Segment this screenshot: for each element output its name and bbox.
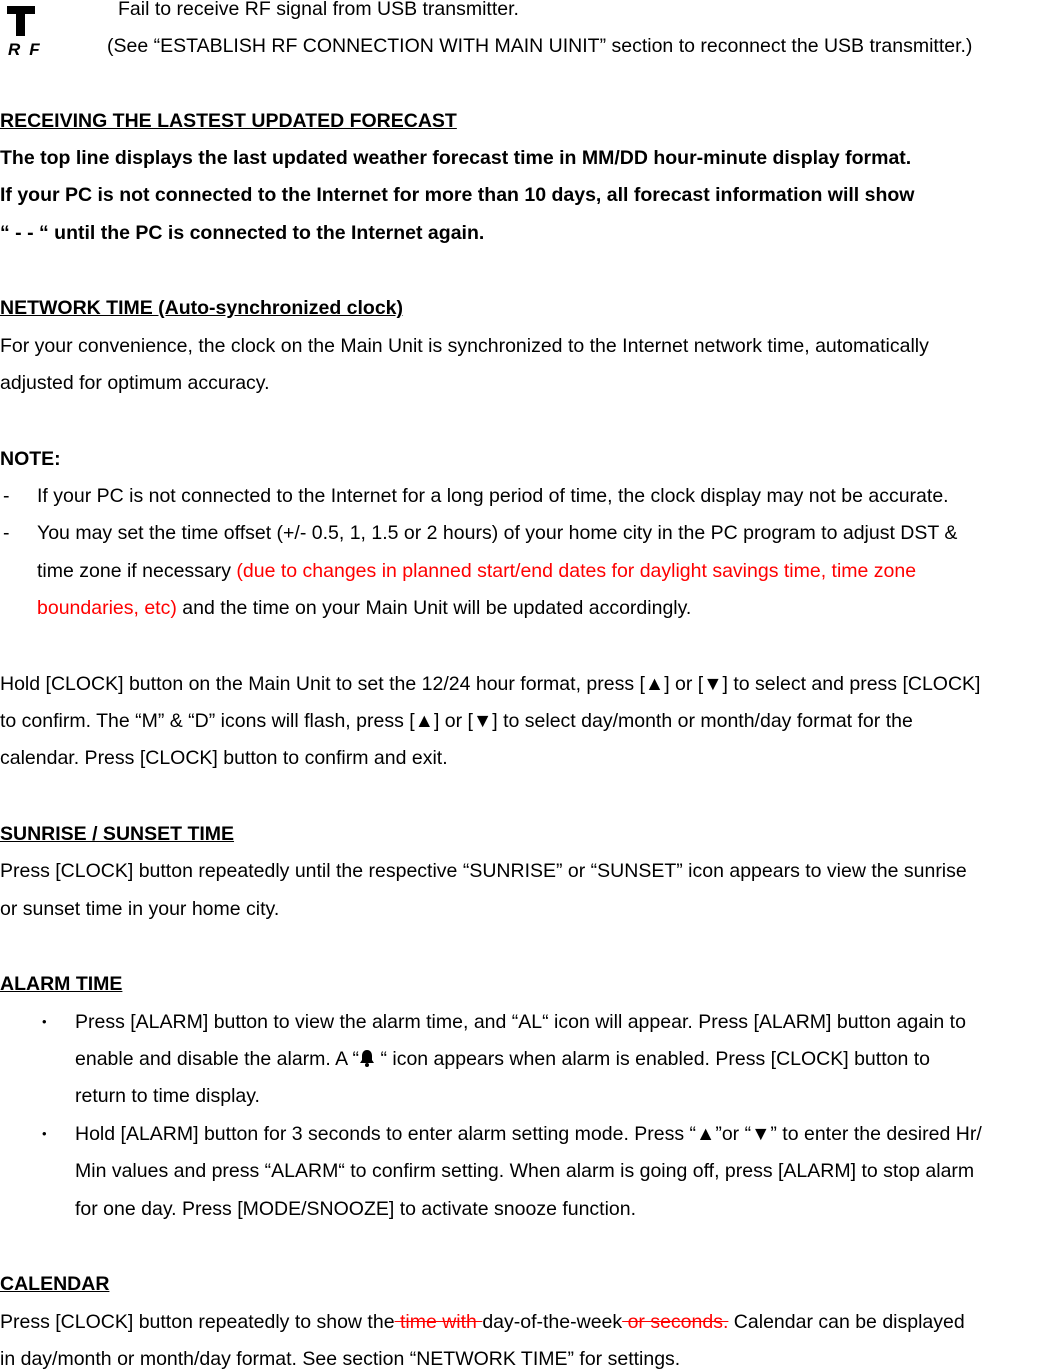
note-item-2-red-text: boundaries, etc) xyxy=(37,597,177,619)
note-item-2-line-2 xyxy=(37,559,916,583)
svg-text:RF: RF xyxy=(8,40,49,56)
sunrise-line-1: Press [CLOCK] button repeatedly until the respective “SUNRISE” or “SUNSET” icon appears to view the sunrise xyxy=(0,860,967,882)
dash-marker: - xyxy=(3,485,10,507)
calendar-text: day-of-the-week xyxy=(482,1311,623,1333)
note-item-1-text: If your PC is not connected to the Internet for a long period of time, the clock display may not be accurate. xyxy=(37,485,949,507)
forecast-heading: RECEIVING THE LASTEST UPDATED FORECAST xyxy=(0,110,457,132)
network-time-line-2: adjusted for optimum accuracy. xyxy=(0,372,270,394)
alarm-bullet-1-text: “ icon appears when alarm is enabled. Press [CLOCK] button to xyxy=(375,1048,930,1070)
calendar-deleted-text: or seconds. xyxy=(622,1311,729,1333)
alarm-bullet-2-line-3: for one day. Press [MODE/SNOOZE] to activate snooze function. xyxy=(75,1198,637,1220)
alarm-bullet-2-line-2: Min values and press “ALARM“ to confirm setting. When alarm is going off, press [ALARM] to stop alarm xyxy=(75,1160,975,1182)
sunrise-line-2: or sunset time in your home city. xyxy=(0,898,280,920)
bullet-marker: • xyxy=(42,1014,47,1029)
clock-setting-line-1: Hold [CLOCK] button on the Main Unit to set the 12/24 hour format, press [▲] or [▼] to select and press [CLOCK] xyxy=(0,673,981,695)
note-item-2-line-3 xyxy=(37,596,691,620)
forecast-line-2: If your PC is not connected to the Internet for more than 10 days, all forecast information will show xyxy=(0,184,915,206)
note-item-2-line-1: You may set the time offset (+/- 0.5, 1, 1.5 or 2 hours) of your home city in the PC program to adjust DST & xyxy=(37,522,958,544)
note-item-2-text: time zone if necessary xyxy=(37,560,237,582)
alarm-bullet-1-line-2 xyxy=(75,1047,930,1071)
forecast-line-3: “ - - “ until the PC is connected to the Internet again. xyxy=(0,222,485,244)
alarm-bullet-1-line-3: return to time display. xyxy=(75,1085,260,1107)
calendar-line-1 xyxy=(0,1310,965,1334)
alarm-bullet-1-text: enable and disable the alarm. A “ xyxy=(75,1048,360,1070)
clock-setting-line-3: calendar. Press [CLOCK] button to confirm and exit. xyxy=(0,747,448,769)
dash-marker: - xyxy=(3,522,10,544)
calendar-line-2: in day/month or month/day format. See section “NETWORK TIME” for settings. xyxy=(0,1348,681,1370)
calendar-text: Press [CLOCK] button repeatedly to show the xyxy=(0,1311,395,1333)
sunrise-heading: SUNRISE / SUNSET TIME xyxy=(0,823,235,845)
bell-icon xyxy=(359,1049,375,1067)
rf-fail-message: Fail to receive RF signal from USB transmitter. xyxy=(118,0,519,20)
alarm-bullet-2-line-1: Hold [ALARM] button for 3 seconds to enter alarm setting mode. Press “▲”or “▼” to enter the desired Hr/ xyxy=(75,1123,982,1145)
alarm-heading: ALARM TIME xyxy=(0,973,123,995)
calendar-heading: CALENDAR xyxy=(0,1273,110,1295)
note-item-2-red-text: (due to changes in planned start/end dates for daylight savings time, time zone xyxy=(236,560,917,582)
note-item-2-text: and the time on your Main Unit will be updated accordingly. xyxy=(176,597,692,619)
note-heading: NOTE: xyxy=(0,448,61,470)
bullet-marker: • xyxy=(42,1126,47,1141)
calendar-deleted-text: time with xyxy=(394,1311,483,1333)
clock-setting-line-2: to confirm. The “M” & “D” icons will flash, press [▲] or [▼] to select day/month or month/day format for the xyxy=(0,710,913,732)
forecast-line-1: The top line displays the last updated weather forecast time in MM/DD hour-minute display format. xyxy=(0,147,912,169)
network-time-line-1: For your convenience, the clock on the Main Unit is synchronized to the Internet network time, automatically xyxy=(0,335,929,357)
rf-reconnect-hint: (See “ESTABLISH RF CONNECTION WITH MAIN UINIT” section to reconnect the USB transmitter.) xyxy=(107,35,973,57)
calendar-text: Calendar can be displayed xyxy=(728,1311,965,1333)
network-time-heading: NETWORK TIME (Auto-synchronized clock) xyxy=(0,297,404,319)
alarm-bullet-1-line-1: Press [ALARM] button to view the alarm time, and “AL“ icon will appear. Press [ALARM] button again to xyxy=(75,1011,966,1033)
rf-signal-logo xyxy=(5,6,69,56)
